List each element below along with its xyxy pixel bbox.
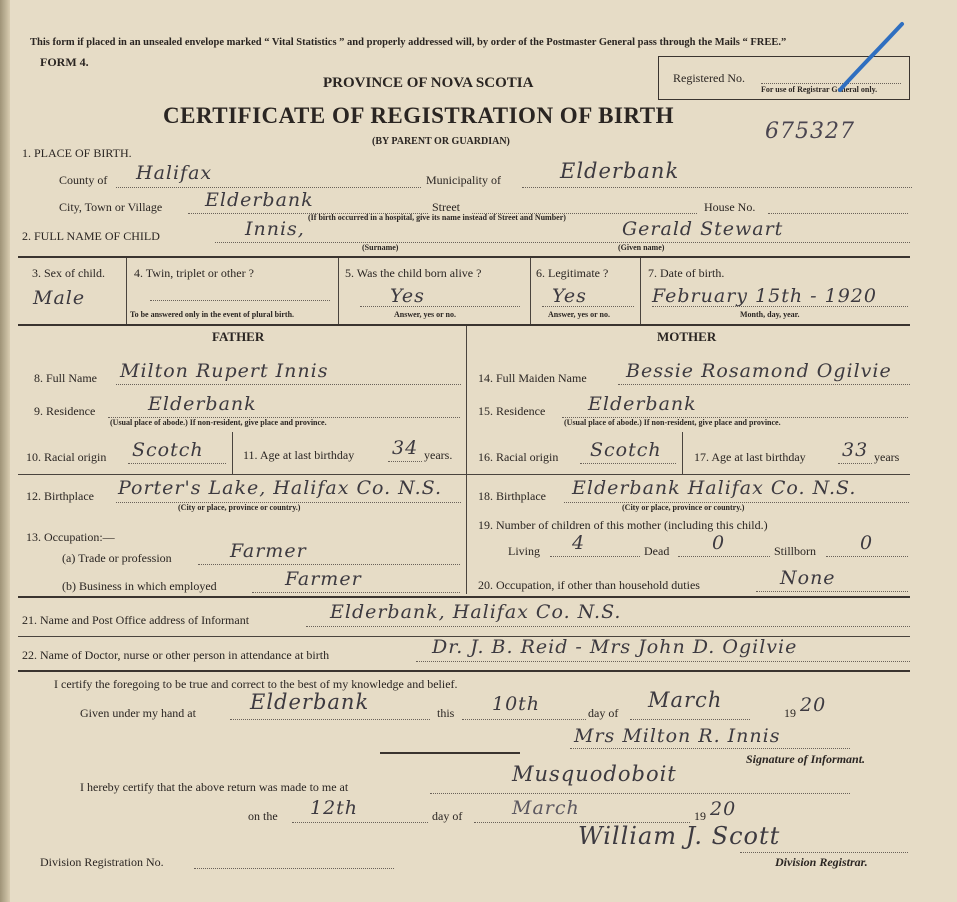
father-name: Milton Rupert Innis (120, 360, 329, 382)
surname-caption: (Surname) (362, 243, 399, 252)
return-day: 12th (310, 797, 359, 819)
alive-value: Yes (390, 285, 425, 307)
father-racial: Scotch (132, 439, 204, 461)
given-day: 10th (492, 693, 541, 715)
father-age-label: 11. Age at last birthday (243, 448, 355, 462)
stillborn-label: Stillborn (774, 544, 817, 558)
postal-notice: This form if placed in an unsealed envelope marked “ Vital Statistics ” and properly addressed will, by order of the Postmaster General pass through the Mails “ FREE.” (30, 37, 787, 48)
father-birthplace-label: 12. Birthplace (26, 489, 94, 503)
alive-label: 5. Was the child born alive ? (345, 266, 482, 280)
stillborn-count: 0 (860, 532, 874, 554)
county-label: County of (59, 173, 108, 187)
registered-label: Registered No. (673, 71, 745, 85)
return-place: Musquodoboit (512, 762, 677, 786)
mother-occupation-label: 20. Occupation, if other than household duties (478, 578, 700, 592)
division-no-label: Division Registration No. (40, 855, 164, 869)
registrar-caption: Division Registrar. (775, 855, 868, 869)
father-name-label: 8. Full Name (34, 371, 97, 385)
street-label: Street (432, 200, 460, 214)
dob-value: February 15th - 1920 (652, 285, 877, 307)
mother-racial: Scotch (590, 439, 662, 461)
legitimate-value: Yes (552, 285, 587, 307)
dead-count: 0 (712, 532, 726, 554)
mother-age: 33 (842, 439, 869, 461)
father-residence-label: 9. Residence (34, 404, 96, 418)
sex-value: Male (33, 287, 86, 309)
dob-label: 7. Date of birth. (648, 266, 725, 280)
father-birthplace-note: (City or place, province or country.) (178, 503, 301, 512)
binding-edge (0, 0, 10, 902)
mother-birthplace: Elderbank Halifax Co. N.S. (572, 477, 857, 499)
twin-label: 4. Twin, triplet or other ? (134, 266, 254, 280)
father-abode-note: (Usual place of abode.) If non-resident, give place and province. (110, 418, 327, 427)
on-the-label: on the (248, 809, 278, 823)
father-residence: Elderbank (148, 393, 257, 415)
mother-name-label: 14. Full Maiden Name (478, 371, 587, 385)
father-birthplace: Porter's Lake, Halifax Co. N.S. (118, 477, 443, 499)
day-of-label: day of (588, 706, 619, 720)
legitimate-label: 6. Legitimate ? (536, 266, 609, 280)
mother-age-label: 17. Age at last birthday (694, 450, 806, 464)
mother-header: MOTHER (657, 329, 717, 344)
this-label: this (437, 706, 455, 720)
informant-value: Elderbank, Halifax Co. N.S. (330, 601, 622, 623)
informant-label: 21. Name and Post Office address of Informant (22, 613, 250, 627)
return-year-prefix: 19 (694, 809, 706, 823)
certificate-subtitle: (BY PARENT OR GUARDIAN) (372, 136, 510, 147)
given-month: March (648, 688, 723, 712)
mother-years: years (874, 450, 900, 464)
father-header: FATHER (212, 329, 265, 344)
children-label: 19. Number of children of this mother (including this child.) (478, 518, 768, 532)
municipality-value: Elderbank (560, 159, 680, 183)
municipality-label: Municipality of (426, 173, 501, 187)
sex-label: 3. Sex of child. (32, 266, 105, 280)
child-surname: Innis, (245, 218, 305, 240)
province-title: PROVINCE OF NOVA SCOTIA (323, 75, 534, 91)
registrar-use-note: For use of Registrar General only. (761, 85, 878, 94)
child-name-label: 2. FULL NAME OF CHILD (22, 229, 160, 243)
trade-label: (a) Trade or profession (62, 551, 172, 565)
year-prefix: 19 (784, 706, 796, 720)
mother-residence: Elderbank (588, 393, 697, 415)
year-suffix: 20 (800, 694, 827, 716)
child-given-name: Gerald Stewart (622, 218, 784, 240)
registered-number: 675327 (765, 119, 855, 144)
return-month: March (512, 797, 580, 819)
doctor-value: Dr. J. B. Reid - Mrs John D. Ogilvie (432, 636, 798, 658)
doctor-label: 22. Name of Doctor, nurse or other person in attendance at birth (22, 648, 330, 662)
dob-note: Month, day, year. (740, 310, 800, 319)
certify-text: I certify the foregoing to be true and correct to the best of my knowledge and belief. (54, 677, 458, 691)
father-age: 34 (392, 437, 419, 459)
mother-racial-label: 16. Racial origin (478, 450, 559, 464)
return-day-of-label: day of (432, 809, 463, 823)
return-text: I hereby certify that the above return was made to me at (80, 780, 349, 794)
mother-birthplace-note: (City or place, province or country.) (622, 503, 745, 512)
alive-note: Answer, yes or no. (394, 310, 457, 319)
registrar-signature: William J. Scott (578, 822, 781, 850)
living-count: 4 (572, 532, 586, 554)
mother-name: Bessie Rosamond Ogilvie (626, 360, 892, 382)
given-label: Given under my hand at (80, 706, 196, 720)
city-label: City, Town or Village (59, 200, 163, 214)
father-trade: Farmer (230, 540, 307, 562)
twin-note: To be answered only in the event of plural birth. (130, 310, 295, 319)
city-value: Elderbank (205, 189, 314, 211)
given-place: Elderbank (250, 690, 370, 714)
form-number: FORM 4. (40, 55, 89, 69)
mother-abode-note: (Usual place of abode.) If non-resident, give place and province. (564, 418, 781, 427)
hospital-note: (If birth occurred in a hospital, give its name instead of Street and Number) (308, 213, 566, 222)
mother-birthplace-label: 18. Birthplace (478, 489, 546, 503)
house-label: House No. (704, 200, 756, 214)
father-racial-label: 10. Racial origin (26, 450, 107, 464)
blue-check-mark (830, 18, 910, 98)
father-business: Farmer (285, 568, 362, 590)
dead-label: Dead (644, 544, 670, 558)
certificate-title: CERTIFICATE OF REGISTRATION OF BIRTH (163, 103, 674, 128)
mother-occupation: None (780, 567, 836, 589)
legitimate-note: Answer, yes or no. (548, 310, 611, 319)
mother-residence-label: 15. Residence (478, 404, 546, 418)
county-value: Halifax (136, 162, 213, 184)
place-of-birth-label: 1. PLACE OF BIRTH. (22, 146, 132, 160)
father-years: years. (424, 448, 453, 462)
return-year-suffix: 20 (710, 798, 737, 820)
signature-caption: Signature of Informant. (746, 752, 866, 766)
father-occupation-label: 13. Occupation:— (26, 530, 115, 544)
informant-signature: Mrs Milton R. Innis (574, 725, 781, 747)
business-label: (b) Business in which employed (62, 579, 217, 593)
given-name-caption: (Given name) (618, 243, 665, 252)
living-label: Living (508, 544, 540, 558)
